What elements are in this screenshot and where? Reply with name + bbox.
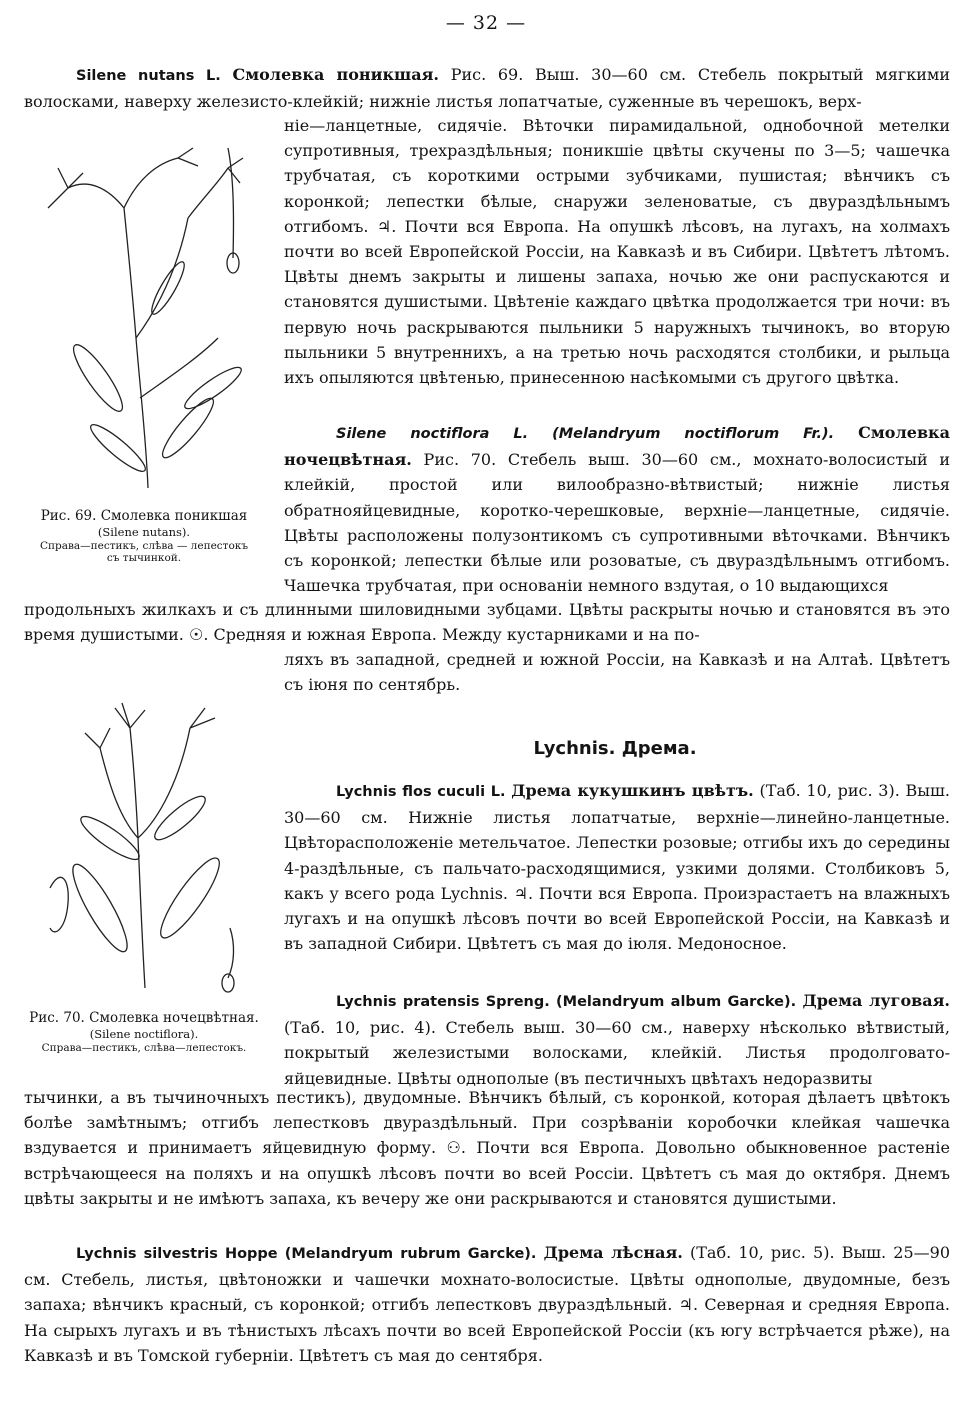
- lychnis-flos-cuculi-text: (Таб. 10, рис. 3). Выш. 30—60 см. Нижніе листья лопатчатые, верхніе—линейно-ланцетные. Цвѣторасположеніе метельчатое. Лепестки розовые; отгибы ихъ до середины 4-раздѣльные, съ пальчато-расходящимися, узкими долями. Столбиковъ 5, какъ у всего рода Lychnis. ♃. Почти вся Европа. Произрастаетъ на влажныхъ лугахъ и на опушкѣ лѣсовъ почти во всей Европейской Россіи, на Кавказѣ и въ западной Сибири. Цвѣтетъ съ мая до іюля. Медоносное.: [284, 781, 951, 954]
- lychnis-pratensis-russian: Дрема луговая.: [802, 991, 950, 1010]
- lychnis-silvestris-latin: Lychnis silvestris Hoppe (Melandryum rubrum Garcke).: [76, 1246, 537, 1262]
- silene-noctiflora-text-full: продольныхъ жилкахъ и съ длинными шиловидными зубцами. Цвѣты раскрыты ночью и становятся въ это время душистыми. ☉. Средняя и южная Европа. Между кустарниками и на по-: [24, 600, 950, 645]
- figure-70-caption-line3: Справа—пестикъ, слѣва—лепестокъ.: [41, 1042, 247, 1054]
- silene-noctiflora-text-beside: Рис. 70. Стебель выш. 30—60 см., мохнато-волосистый и клейкій, простой или вилообразно-вѣтвистый; нижніе листья обратнояйцевидные, коротко-черешковые, верхніе—ланцетные, сидячіе. Цвѣты расположены полузонтикомъ съ супротивными вѣточками. Вѣнчикъ съ коронкой; лепестки бѣлые или розоватые, съ двураздѣльнымъ отгибомъ. Чашечка трубчатая, при основаніи немного вздутая, о 10 выдающихся: [284, 450, 950, 596]
- silene-noctiflora-russian: Смолевка ночецвѣтная.: [284, 423, 950, 470]
- lychnis-pratensis-text-full: тычинки, а въ тычиночныхъ пестикъ), двудомные. Вѣнчикъ бѣлый, съ коронкой, которая дѣлаетъ цвѣтокъ болѣе замѣтнымъ; отгибъ лепестковъ двураздѣльный. При созрѣваніи коробочки клейкая чашечка вздувается и принимаетъ яйцевидную форму. ⚇. Почти вся Европа. Довольно обыкновенное растеніе встрѣчающееся на поляхъ и на опушкѣ лѣсовъ почти во всей Россіи. Цвѣтетъ съ мая до октября. Днемъ цвѣты закрыты и не имѣютъ запаха, къ вечеру же они раскрываются и становятся душистыми.: [24, 1088, 950, 1208]
- figure-69-caption-line3: Справа—пестикъ, слѣва — лепестокъ: [39, 540, 249, 552]
- lychnis-silvestris-paragraph: [24, 1240, 950, 1368]
- silene-noctiflora-paragraph-beside: [284, 420, 950, 598]
- silene-nutans-paragraph-top: [24, 62, 950, 114]
- lychnis-pratensis-paragraph-beside: [284, 988, 950, 1091]
- lychnis-flos-cuculi-russian: Дрема кукушкинъ цвѣтъ.: [511, 781, 754, 800]
- lychnis-flos-cuculi-latin: Lychnis flos cuculi L.: [336, 784, 506, 800]
- figure-69-caption-line2: (Silene nutans).: [97, 525, 191, 539]
- figure-69-caption-line4: съ тычинкой.: [106, 552, 182, 564]
- figure-70-caption: [22, 1010, 266, 1054]
- silene-nutans-text-top: Рис. 69. Выш. 30—60 см. Стебель покрытый мягкими волосками, наверху железисто-клейкій; нижніе листья лопатчатые, суженные въ черешокъ, верх-: [24, 65, 950, 112]
- silene-noctiflora-latin: Silene noctiflora L. (Melandryum noctiflorum Fr.).: [336, 426, 835, 442]
- silene-noctiflora-text-end: ляхъ въ западной, средней и южной Россіи, на Кавказѣ и на Алтаѣ. Цвѣтетъ съ іюня по сентябрь.: [284, 650, 950, 695]
- figure-70-caption-line1: Рис. 70. Смолевка ночецвѣтная.: [29, 1010, 259, 1026]
- lychnis-pratensis-paragraph-full: [24, 1085, 950, 1211]
- silene-noctiflora-paragraph-end: [284, 647, 950, 697]
- lychnis-pratensis-text-beside: (Таб. 10, рис. 4). Стебель выш. 30—60 см., наверху нѣсколько вѣтвистый, покрытый железистыми волосками, клейкій. Листья продолговато-яйцевидные. Цвѣты однополые (въ пестичныхъ цвѣтахъ недоразвиты: [284, 1018, 950, 1088]
- lychnis-flos-cuculi-paragraph: [284, 778, 950, 956]
- figure-70-illustration: [30, 688, 260, 1004]
- lychnis-pratensis-latin: Lychnis pratensis Spreng. (Melandryum album Garcke).: [336, 994, 797, 1010]
- figure-69-caption-line1: Рис. 69. Смолевка поникшая: [40, 508, 248, 524]
- figure-70-caption-line2: (Silene noctiflora).: [89, 1027, 199, 1041]
- genus-heading-lychnis: Lychnis. Дрема.: [533, 738, 697, 759]
- figure-69-illustration: [28, 138, 264, 498]
- lychnis-silvestris-text: (Таб. 10, рис. 5). Выш. 25—90 см. Стебель, листья, цвѣтоножки и чашечки мохнато-волосистые. Цвѣты однополые, двудомные, безъ запаха; вѣнчикъ красный, съ коронкой; отгибъ лепестковъ двураздѣльный. ♃. Северная и средняя Европа. На сырыхъ лугахъ и въ тѣнистыхъ лѣсахъ почти во всей Европейской Россіи (къ югу встрѣчается рѣже), на Кавказѣ и въ Томской губерніи. Цвѣтетъ съ мая до сентября.: [24, 1243, 951, 1365]
- silene-nutans-paragraph-beside: [284, 113, 950, 390]
- figure-69-caption: [22, 508, 266, 564]
- silene-nutans-text-beside: ніе—ланцетные, сидячіе. Вѣточки пирамидальной, однобочной метелки супротивныя, трехраздѣльныя; поникшіе цвѣты скучены по 3—5; чашечка трубчатая, съ короткими острыми зубчиками, пушистая; вѣнчикъ съ коронкой; лепестки бѣлые, снаружи зеленоватые, съ двураздѣльнымъ отгибомъ. ♃. Почти вся Европа. На опушкѣ лѣсовъ, на лугахъ, на холмахъ почти во всей Европейской Россіи, на Кавказѣ и въ Сибири. Цвѣтетъ лѣтомъ. Цвѣты днемъ закрыты и лишены запаха, ночью же они распускаются и становятся душистыми. Цвѣтеніе каждаго цвѣтка продолжается три ночи: въ первую ночь раскрываются пыльники 5 наружныхъ тычинокъ, во вторую пыльники 5 внутреннихъ, а на третью ночь расходятся столбики, и рыльца ихъ опыляются цвѣтенью, принесенною насѣкомыми съ другого цвѣтка.: [284, 116, 950, 388]
- silene-noctiflora-paragraph-full: [24, 597, 950, 647]
- silene-nutans-russian: Смолевка поникшая.: [232, 65, 439, 84]
- page-number: — 32 —: [445, 12, 527, 34]
- silene-nutans-latin: Silene nutans L.: [76, 68, 221, 84]
- lychnis-silvestris-russian: Дрема лѣсная.: [543, 1243, 683, 1262]
